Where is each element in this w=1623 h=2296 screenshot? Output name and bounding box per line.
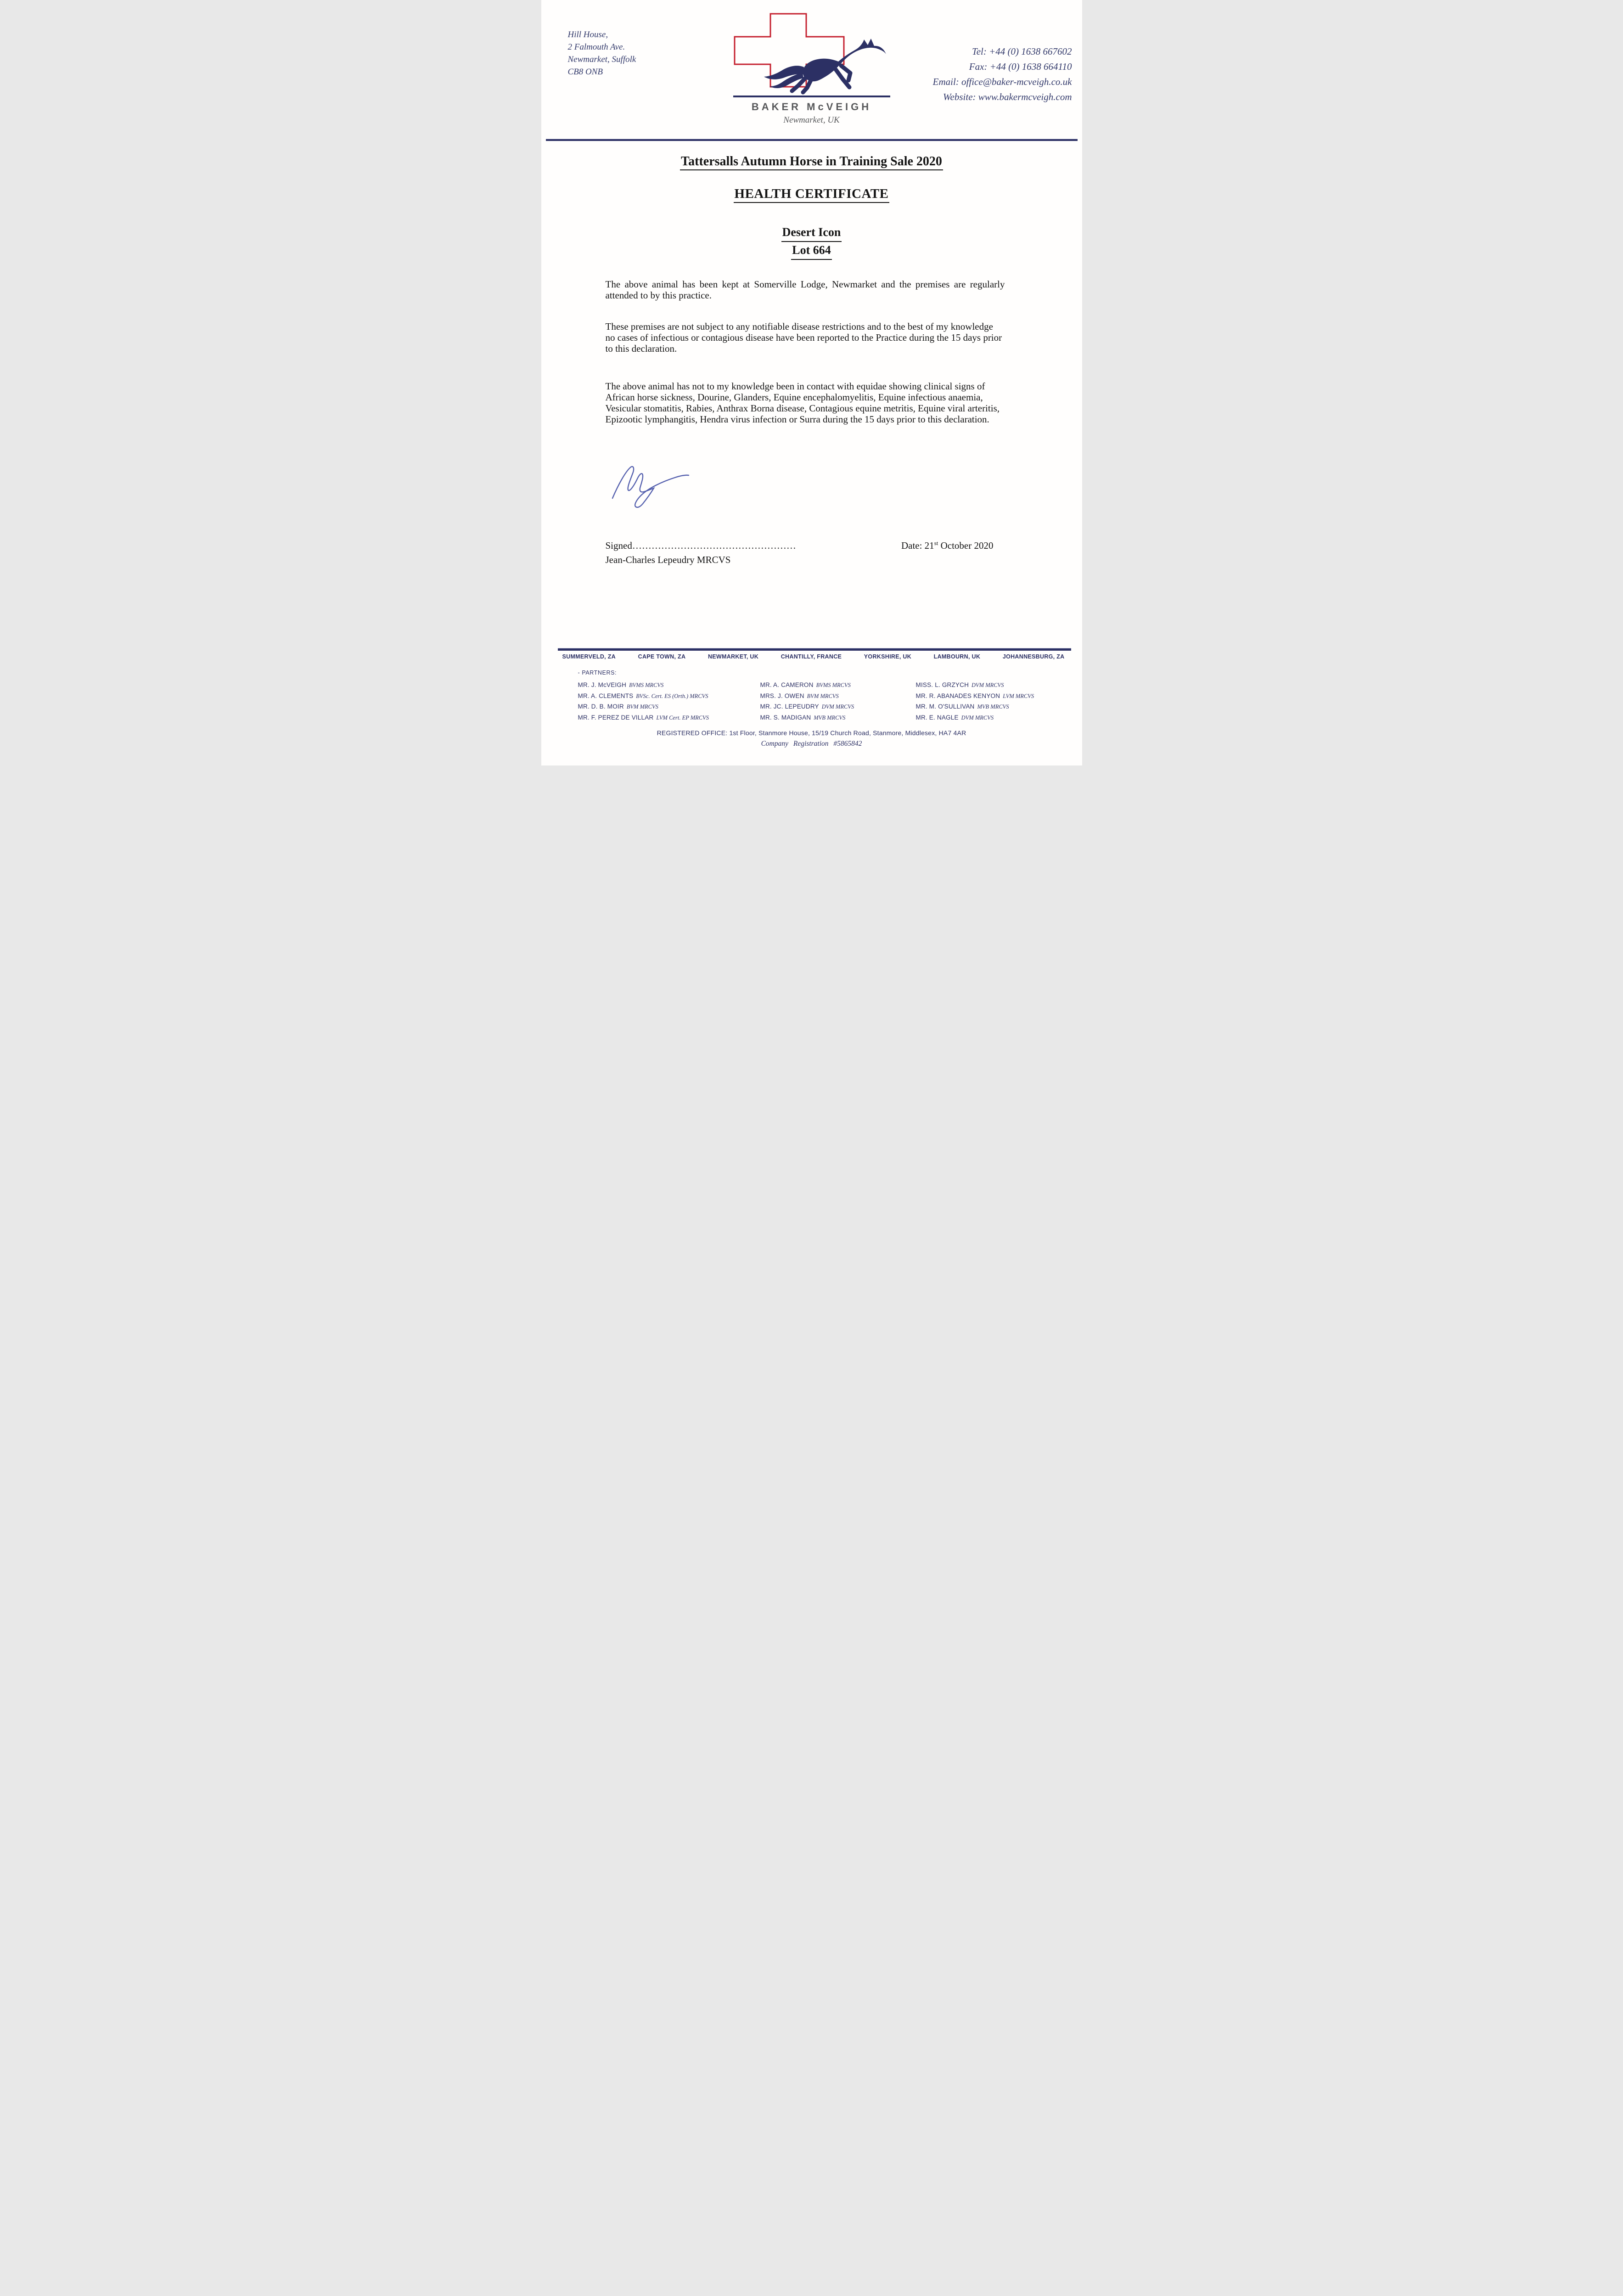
location-item: JOHANNESBURG, ZA: [1002, 653, 1065, 660]
contact-email: Email: office@baker-mcveigh.co.uk: [932, 76, 1072, 87]
certificate-title: [541, 186, 1082, 203]
signatory-name: Jean-Charles Lepeudry MRCVS: [605, 554, 731, 565]
partner-name: MR. J. McVEIGH: [578, 681, 627, 688]
signed-date-row: [606, 540, 1005, 551]
practice-logo: [733, 13, 890, 125]
partner-name: MR. E. NAGLE: [915, 714, 959, 721]
partner-row: [916, 680, 1034, 691]
location-item: CAPE TOWN, ZA: [638, 653, 686, 660]
partner-name: MR. JC. LEPEUDRY: [760, 703, 819, 710]
partner-qualifications: BVM MRCVS: [807, 692, 839, 699]
company-registration: Company Registration #5865842: [761, 740, 862, 748]
signed-label: Signed: [605, 540, 632, 551]
partner-name: MRS. J. OWEN: [760, 692, 804, 699]
partner-qualifications: BVMS MRCVS: [816, 682, 851, 688]
date-ordinal-suffix: st: [934, 540, 938, 546]
partner-row: [916, 691, 1034, 702]
partner-row: [760, 680, 854, 691]
signed-line: [606, 540, 796, 551]
partner-qualifications: MVB MRCVS: [977, 703, 1009, 710]
registered-office: REGISTERED OFFICE: 1st Floor, Stanmore House, 15/19 Church Road, Stanmore, Middlesex, HA7 4AR: [657, 729, 966, 737]
contact-tel: Tel: +44 (0) 1638 667602: [972, 46, 1072, 57]
footer-divider: [558, 648, 1071, 651]
location-item: SUMMERVELD, ZA: [562, 653, 616, 660]
location-item: NEWMARKET, UK: [708, 653, 759, 660]
address-line: Hill House,: [567, 30, 608, 39]
partner-row: [916, 701, 1034, 712]
partner-name: MR. S. MADIGAN: [760, 714, 811, 721]
partners-column-3: [916, 680, 1034, 723]
contact-website: Website: www.bakermcveigh.com: [943, 91, 1072, 102]
logo-tagline: Newmarket, UK: [783, 115, 840, 125]
horse-name: Desert Icon: [781, 224, 842, 242]
partner-row: [578, 680, 709, 691]
partner-row: [578, 712, 709, 723]
lot-number: Lot 664: [791, 242, 832, 260]
address-line: Newmarket, Suffolk: [567, 55, 636, 64]
location-item: LAMBOURN, UK: [933, 653, 981, 660]
partner-qualifications: DVM MRCVS: [961, 714, 994, 721]
partner-name: MR. D. B. MOIR: [578, 703, 624, 710]
header-divider: [546, 139, 1078, 141]
partners-column-2: [760, 680, 854, 723]
partner-row: [578, 691, 709, 702]
partner-row: [916, 712, 1034, 723]
logo-artwork: [733, 13, 890, 95]
partner-row: [578, 701, 709, 712]
sale-title-text: Tattersalls Autumn Horse in Training Sale 2020: [680, 154, 943, 170]
certificate-title-text: HEALTH CERTIFICATE: [734, 186, 890, 203]
partner-row: [760, 691, 854, 702]
partner-name: MR. R. ABANADES KENYON: [915, 692, 1000, 699]
partners-column-1: [578, 680, 709, 723]
partner-qualifications: MVB MRCVS: [814, 714, 846, 721]
address-line: 2 Falmouth Ave.: [567, 42, 625, 52]
partner-qualifications: LVM Cert. EP MRCVS: [656, 714, 709, 721]
practice-address: [568, 28, 636, 78]
location-item: CHANTILLY, FRANCE: [781, 653, 842, 660]
signature-image: [608, 461, 731, 509]
partner-qualifications: BVMS MRCVS: [629, 682, 664, 688]
partners-label: - PARTNERS:: [578, 670, 617, 676]
declaration-paragraph-1: The above animal has been kept at Somerville Lodge, Newmarket and the premises are regularly attended to by this practice.: [605, 279, 1005, 301]
contact-fax: Fax: +44 (0) 1638 664110: [969, 61, 1072, 72]
partner-name: MR. A. CAMERON: [760, 681, 814, 688]
partner-name: MR. M. O'SULLIVAN: [915, 703, 975, 710]
partner-qualifications: LVM MRCVS: [1003, 692, 1034, 699]
partner-name: MR. F. PEREZ DE VILLAR: [578, 714, 654, 721]
contact-info: [933, 44, 1072, 105]
declaration-paragraph-3: The above animal has not to my knowledge been in contact with equidae showing clinical signs of African horse sickness, Dourine, Glanders, Equine encephalomyelitis, Equine infectious anaemia, Vesicular stomatitis, Rabies, Anthrax Borna disease, Contagious equine metritis, Equine viral arteritis, Epizootic lymphangitis, Hendra virus infection or Surra during the 15 days prior to this declaration.: [605, 381, 1000, 425]
partner-qualifications: DVM MRCVS: [821, 703, 854, 710]
logo-wordmark: BAKER McVEIGH: [751, 101, 872, 113]
partner-qualifications: BVM MRCVS: [626, 703, 658, 710]
logo-divider: [733, 96, 890, 97]
declaration-paragraph-2: These premises are not subject to any notifiable disease restrictions and to the best of my knowledge no cases of infectious or contagious disease have been reported to the Practice during the 15 days prior to this declaration.: [605, 321, 1002, 354]
partner-qualifications: DVM MRCVS: [972, 682, 1004, 688]
health-certificate-page: [541, 0, 1082, 765]
partner-qualifications: BVSc. Cert. ES (Orth.) MRCVS: [636, 692, 708, 699]
date-line: [901, 540, 1005, 551]
partner-row: [760, 701, 854, 712]
locations-bar: [562, 653, 1065, 660]
subject-block: [541, 224, 1082, 260]
location-item: YORKSHIRE, UK: [864, 653, 912, 660]
sale-title: [541, 154, 1082, 170]
signature-stroke: [612, 467, 689, 507]
address-line: CB8 ONB: [567, 67, 603, 77]
partner-row: [760, 712, 854, 723]
date-rest: October 2020: [938, 540, 994, 551]
partner-name: MISS. L. GRZYCH: [915, 681, 969, 688]
lot-number-line: [541, 242, 1082, 260]
signed-dotted-line: ……………………………………………: [632, 540, 796, 551]
partner-name: MR. A. CLEMENTS: [578, 692, 634, 699]
horse-name-line: [541, 224, 1082, 242]
date-prefix: Date: 21: [901, 540, 934, 551]
galloping-horse-icon: [764, 39, 886, 92]
